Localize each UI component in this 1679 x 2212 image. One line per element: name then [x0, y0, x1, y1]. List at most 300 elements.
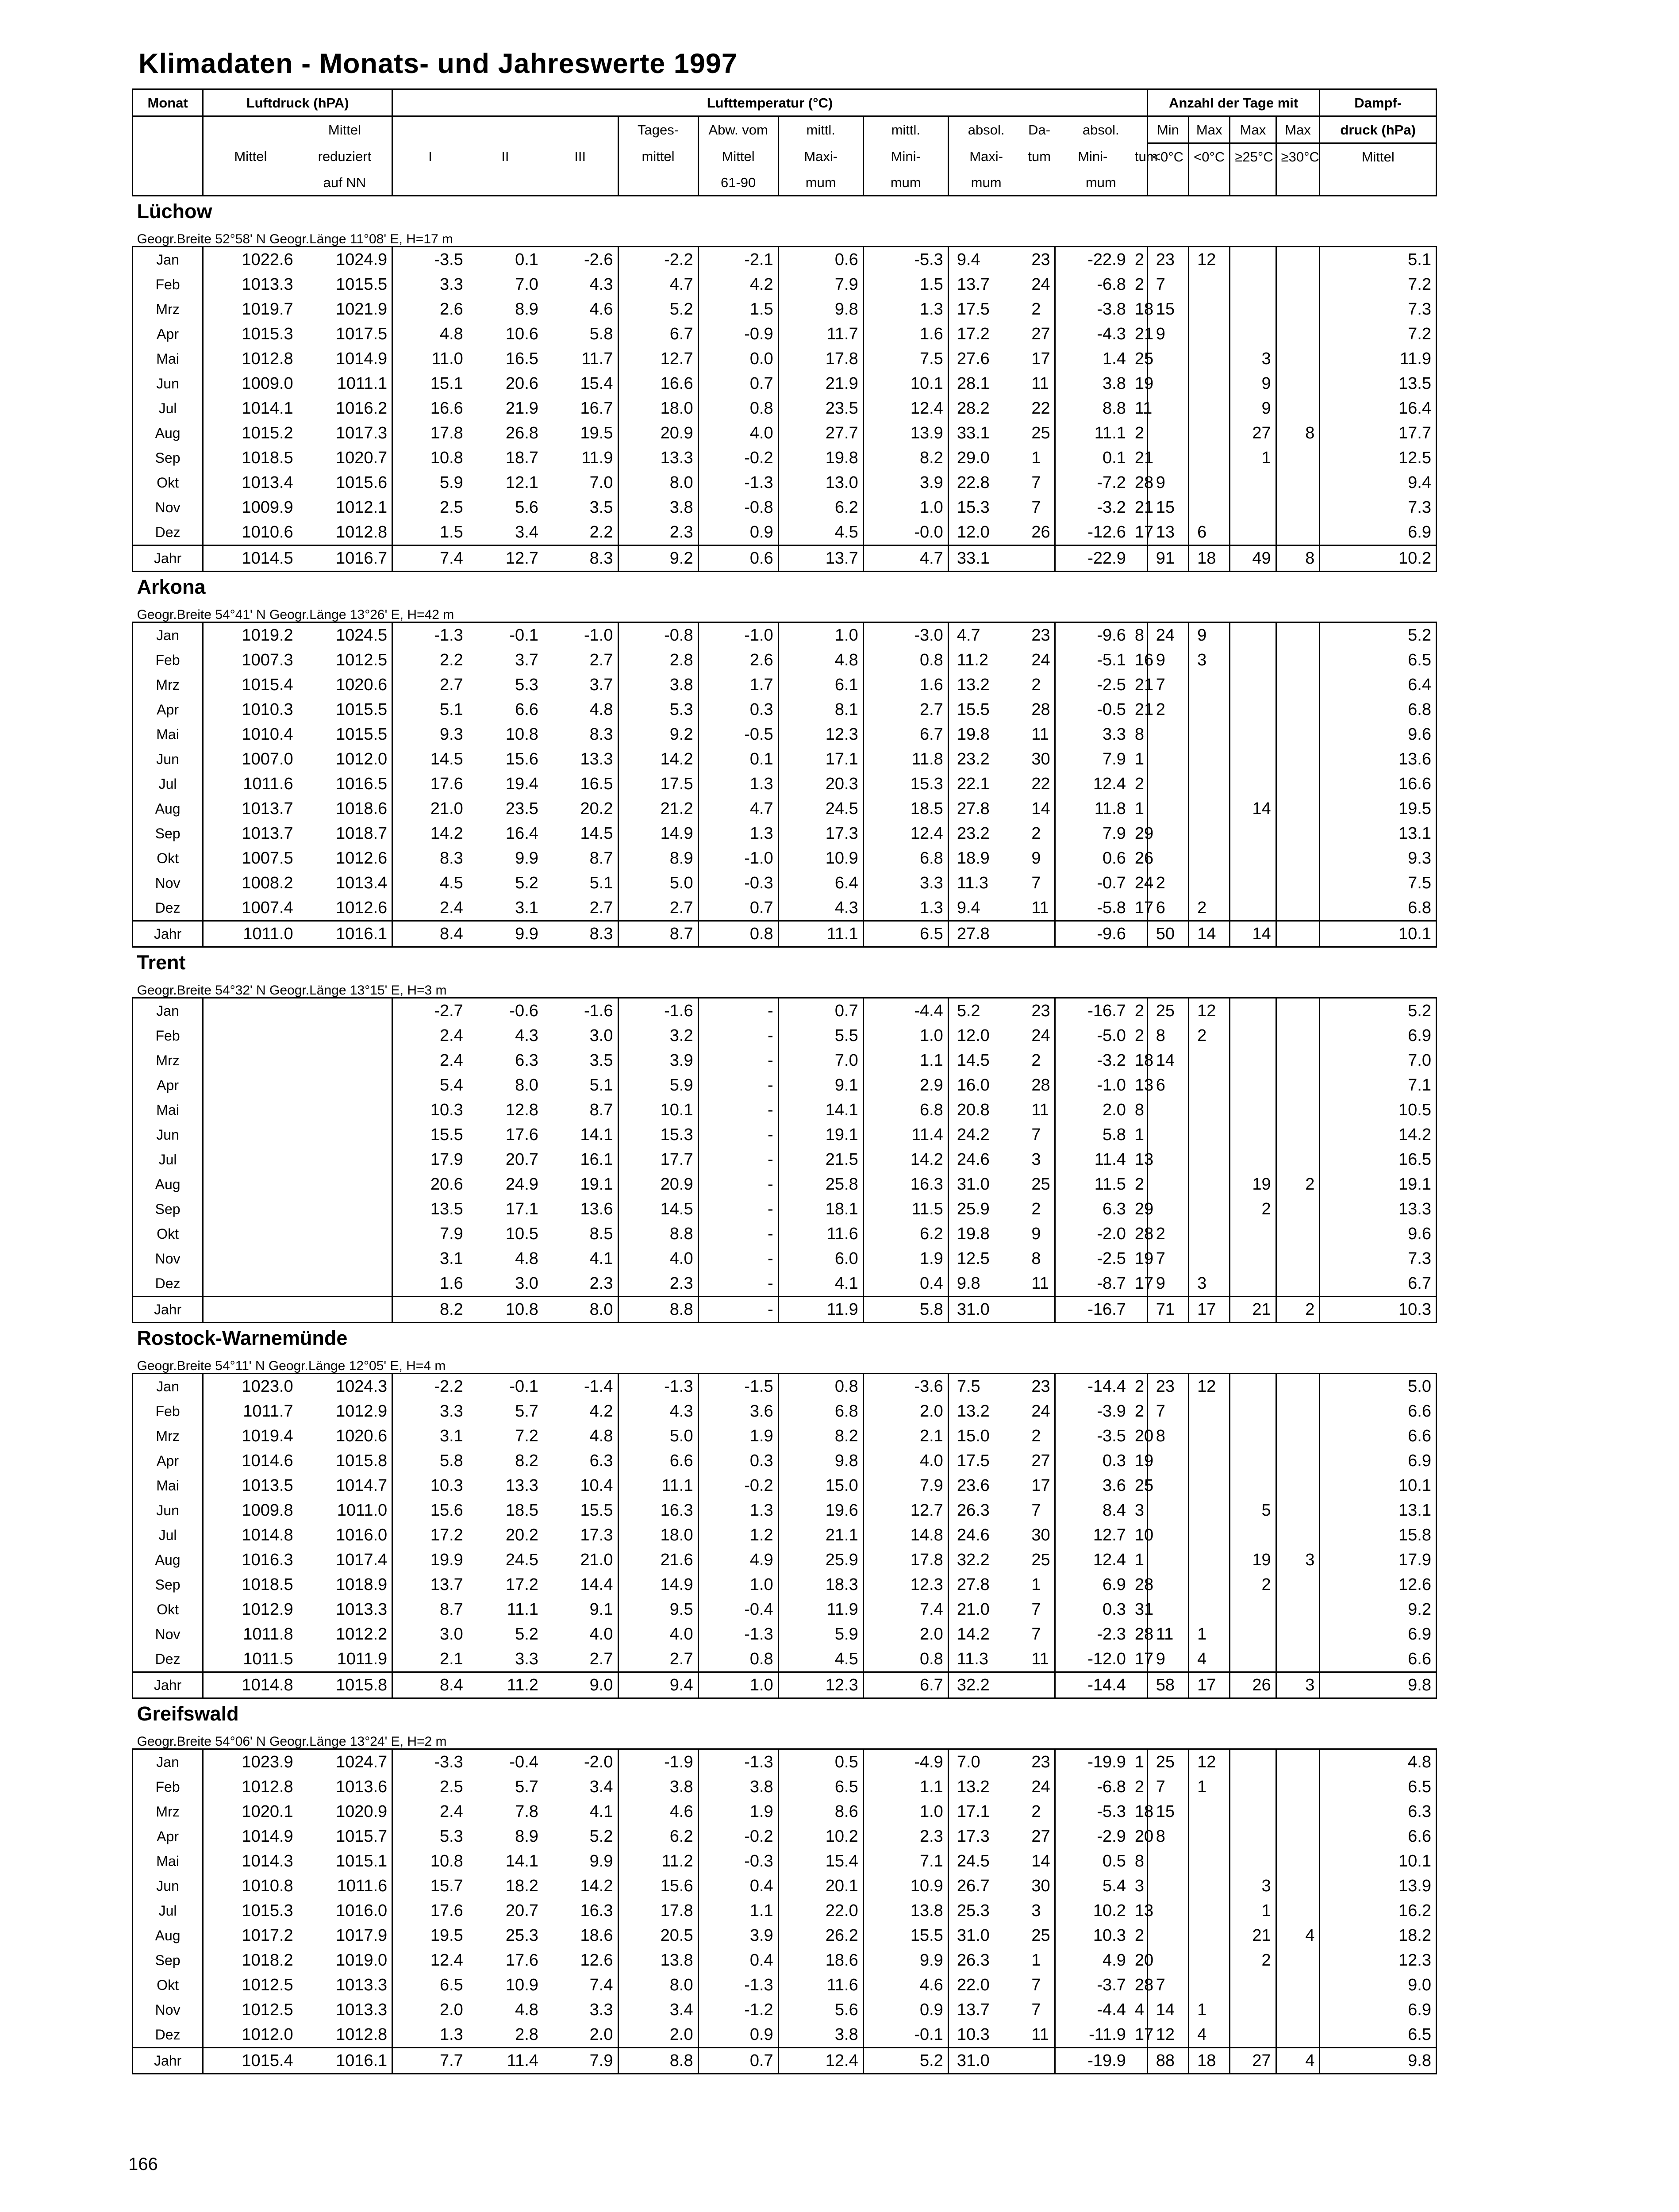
cell-month: Dez: [133, 1647, 203, 1672]
cell-month: Aug: [133, 1548, 203, 1572]
cell-temp-ii: 5.6: [515, 498, 538, 517]
cell-tage-eis: [1189, 495, 1230, 520]
header-absol-mini-1: absol.: [1055, 116, 1148, 143]
cell-tage-eis: 12: [1189, 1374, 1230, 1399]
cell-luftdruck-mittel: 1008.2: [203, 871, 298, 895]
cell-tagesmittel: 2.7: [618, 1647, 698, 1672]
cell-tagesmittel: 20.9: [618, 1172, 698, 1197]
cell-temp-iii: 4.1: [543, 1246, 618, 1271]
cell-tage-sommer: [1230, 1973, 1276, 1997]
cell-absol-min: -9.6: [1055, 622, 1130, 648]
cell-abweichung: -1.5: [698, 1374, 778, 1399]
cell-tage-sommer: [1230, 998, 1276, 1024]
cell-abweichung: 4.7: [698, 796, 778, 821]
cell-tage-heiss: [1276, 1849, 1320, 1874]
cell-datum-min: 26: [1130, 846, 1147, 871]
cell-luftdruck-mittel: 1013.4: [203, 470, 298, 495]
cell-temp-iii: 3.5: [543, 495, 618, 520]
cell-luftdruck-mittel: 1010.3: [203, 697, 298, 722]
cell-month: Sep: [133, 821, 203, 846]
cell-absol-max: 28.2: [948, 396, 1023, 421]
cell-temp-ii: 3.3: [515, 1650, 538, 1668]
cell-absol-min: -12.0: [1055, 1647, 1130, 1672]
cell-temp-iii: 4.3: [543, 272, 618, 297]
cell-temp-ii: 26.8: [505, 424, 538, 442]
cell-luftdruck-nn: [298, 1172, 392, 1197]
cell-luftdruck-nn: 1017.4: [298, 1548, 392, 1572]
cell-absol-max: 32.2: [948, 1548, 1023, 1572]
cell-tage-sommer: 2: [1230, 1948, 1276, 1973]
cell-absol-min: -6.8: [1055, 272, 1130, 297]
table-row: [133, 1023, 1437, 1048]
cell-temp-i: 2.7: [392, 672, 468, 697]
cell-tagesmittel: 11.1: [618, 1473, 698, 1498]
cell-tage-sommer: 1: [1230, 445, 1276, 470]
cell-tage-eis: [1189, 445, 1230, 470]
cell-month: Mrz: [133, 672, 203, 697]
cell-temp-i: 20.6: [392, 1172, 468, 1197]
cell-temp-i: 14.5: [392, 747, 468, 772]
cell-absol-max: 14.5: [948, 1048, 1023, 1073]
cell-temp-i: 5.3: [392, 1824, 468, 1849]
cell-mittl-min: 1.3: [863, 895, 948, 921]
cell-datum-min: 31: [1130, 1597, 1147, 1622]
cell-absol-max: 12.0: [948, 520, 1023, 545]
cell-tage-heiss: [1276, 297, 1320, 322]
cell-absol-min: 11.8: [1055, 796, 1130, 821]
cell-mittl-max: 4.1: [778, 1271, 863, 1297]
cell-mittl-max: 7.0: [778, 1048, 863, 1073]
cell-tagesmittel: 9.4: [618, 1672, 698, 1698]
cell-datum-min: 2: [1130, 772, 1147, 796]
cell-luftdruck-mittel: 1023.9: [203, 1749, 298, 1775]
cell-dampfdruck: 6.6: [1320, 1647, 1437, 1672]
cell-luftdruck-mittel: 1013.5: [203, 1473, 298, 1498]
header-days-ge30: ≥30°C: [1276, 143, 1320, 170]
cell-tage-frost: 6: [1147, 1073, 1188, 1098]
cell-datum-max: 2: [1023, 821, 1055, 846]
cell-temp-ii: 17.2: [505, 1575, 538, 1594]
cell-tage-heiss: [1276, 1523, 1320, 1548]
cell-mittl-max: 25.8: [778, 1172, 863, 1197]
cell-mittl-max: 12.4: [778, 2048, 863, 2074]
cell-absol-max: 15.5: [948, 697, 1023, 722]
cell-datum-max: 14: [1023, 796, 1055, 821]
cell-tage-sommer: 9: [1230, 396, 1276, 421]
cell-luftdruck-mittel: 1019.2: [203, 622, 298, 648]
cell-tage-eis: 12: [1189, 998, 1230, 1024]
cell-mittl-min: 2.0: [863, 1399, 948, 1424]
cell-mittl-min: 4.7: [863, 545, 948, 572]
table-row: [133, 1774, 1437, 1799]
cell-dampfdruck: 16.5: [1320, 1147, 1437, 1172]
station-name: Greifswald: [137, 1702, 239, 1725]
cell-tage-frost: [1147, 1898, 1188, 1923]
cell-tage-heiss: [1276, 520, 1320, 545]
cell-tage-heiss: [1276, 796, 1320, 821]
cell-tage-frost: [1147, 1923, 1188, 1948]
cell-tage-frost: [1147, 445, 1188, 470]
cell-absol-min: 10.3: [1055, 1923, 1130, 1948]
cell-tage-heiss: [1276, 1448, 1320, 1473]
cell-luftdruck-nn: 1012.5: [298, 648, 392, 672]
cell-mittl-min: 13.8: [863, 1898, 948, 1923]
cell-mittl-min: 12.3: [863, 1572, 948, 1597]
cell-temp-iii: 10.4: [543, 1473, 618, 1498]
page-number: 166: [128, 2154, 158, 2174]
cell-mittl-max: 17.3: [778, 821, 863, 846]
cell-absol-min: 12.4: [1055, 1548, 1130, 1572]
station-header: [133, 572, 1437, 622]
cell-temp-i: -3.5: [392, 247, 468, 273]
cell-month: Jun: [133, 1498, 203, 1523]
cell-luftdruck-nn: 1012.8: [298, 520, 392, 545]
cell-datum-max: [1023, 1297, 1055, 1323]
table-row: [133, 346, 1437, 371]
cell-month: Jun: [133, 1122, 203, 1147]
cell-tagesmittel: 13.8: [618, 1948, 698, 1973]
cell-temp-i: 5.8: [392, 1448, 468, 1473]
cell-absol-min: -3.2: [1055, 1048, 1130, 1073]
year-row: [133, 545, 1437, 572]
cell-temp-i: 8.2: [392, 1297, 468, 1323]
cell-datum-max: 23: [1023, 998, 1055, 1024]
cell-tage-frost: 11: [1147, 1622, 1188, 1647]
cell-luftdruck-mittel: 1020.1: [203, 1799, 298, 1824]
cell-tage-heiss: [1276, 1824, 1320, 1849]
cell-tagesmittel: 8.0: [618, 470, 698, 495]
cell-temp-iii: 8.7: [543, 1098, 618, 1122]
cell-dampfdruck: 12.3: [1320, 1948, 1437, 1973]
cell-abweichung: -0.2: [698, 1473, 778, 1498]
cell-tage-frost: 7: [1147, 272, 1188, 297]
cell-temp-iii: 2.2: [543, 520, 618, 545]
cell-abweichung: 0.7: [698, 371, 778, 396]
cell-tage-frost: [1147, 1874, 1188, 1898]
cell-mittl-max: 3.8: [778, 2022, 863, 2048]
cell-tage-frost: 71: [1147, 1297, 1188, 1323]
header-mittl-mini-2: Mini-: [863, 143, 948, 170]
cell-mittl-min: 1.5: [863, 272, 948, 297]
cell-temp-ii: 3.7: [515, 651, 538, 669]
cell-luftdruck-nn: 1016.7: [298, 545, 392, 572]
cell-absol-max: 11.3: [948, 871, 1023, 895]
cell-month: Okt: [133, 1973, 203, 1997]
cell-mittl-max: 18.1: [778, 1197, 863, 1221]
cell-luftdruck-nn: 1015.8: [298, 1672, 392, 1698]
cell-mittl-min: 2.1: [863, 1424, 948, 1448]
cell-tage-sommer: [1230, 1647, 1276, 1672]
cell-datum-max: 27: [1023, 1824, 1055, 1849]
cell-datum-max: 30: [1023, 1523, 1055, 1548]
cell-tage-frost: [1147, 396, 1188, 421]
cell-abweichung: -2.1: [698, 247, 778, 273]
cell-temp-iii: 16.5: [543, 772, 618, 796]
cell-abweichung: -: [698, 1271, 778, 1297]
cell-dampfdruck: 17.7: [1320, 421, 1437, 445]
cell-datum-min: 21: [1130, 495, 1147, 520]
cell-mittl-min: 2.9: [863, 1073, 948, 1098]
cell-dampfdruck: 16.2: [1320, 1898, 1437, 1923]
cell-luftdruck-mittel: [203, 1122, 298, 1147]
cell-temp-i: -3.3: [392, 1749, 468, 1775]
cell-tage-frost: 2: [1147, 871, 1188, 895]
cell-temp-ii: 24.5: [505, 1551, 538, 1569]
cell-abweichung: -: [698, 1246, 778, 1271]
cell-month: Dez: [133, 2022, 203, 2048]
cell-datum-min: 21: [1130, 445, 1147, 470]
header-days-max-b: Max: [1230, 116, 1276, 143]
cell-absol-min: 11.5: [1055, 1172, 1130, 1197]
cell-datum-min: 13: [1130, 1073, 1147, 1098]
cell-mittl-max: 5.6: [778, 1997, 863, 2022]
cell-luftdruck-nn: 1021.9: [298, 297, 392, 322]
cell-tage-sommer: [1230, 1271, 1276, 1297]
cell-tage-heiss: [1276, 1374, 1320, 1399]
cell-tage-frost: 15: [1147, 1799, 1188, 1824]
cell-luftdruck-mittel: 1013.7: [203, 821, 298, 846]
cell-mittl-max: 18.6: [778, 1948, 863, 1973]
table-row: [133, 371, 1437, 396]
cell-tagesmittel: 17.7: [618, 1147, 698, 1172]
table-row: [133, 1221, 1437, 1246]
cell-datum-max: 2: [1023, 672, 1055, 697]
cell-tagesmittel: 9.5: [618, 1597, 698, 1622]
station-name: Lüchow: [137, 200, 212, 223]
cell-datum-max: 9: [1023, 1221, 1055, 1246]
cell-luftdruck-nn: 1016.0: [298, 1523, 392, 1548]
cell-tage-heiss: [1276, 895, 1320, 921]
cell-temp-iii: 3.5: [543, 1048, 618, 1073]
cell-temp-iii: 8.3: [543, 545, 618, 572]
cell-tage-frost: 9: [1147, 470, 1188, 495]
cell-temp-iii: 8.3: [543, 921, 618, 947]
cell-tagesmittel: 16.6: [618, 371, 698, 396]
cell-absol-max: 28.1: [948, 371, 1023, 396]
cell-absol-min: 12.7: [1055, 1523, 1130, 1548]
cell-temp-i: 15.6: [392, 1498, 468, 1523]
cell-temp-i: 3.3: [392, 1399, 468, 1424]
cell-tage-eis: [1189, 697, 1230, 722]
cell-temp-ii: 0.1: [468, 247, 543, 273]
cell-month: Mai: [133, 1473, 203, 1498]
cell-tage-heiss: [1276, 371, 1320, 396]
cell-abweichung: -1.3: [698, 1973, 778, 1997]
cell-mittl-max: 15.0: [778, 1473, 863, 1498]
table-row: [133, 772, 1437, 796]
cell-month: Jahr: [133, 921, 203, 947]
station-name: Rostock-Warnemünde: [137, 1327, 348, 1349]
cell-tagesmittel: 15.3: [618, 1122, 698, 1147]
cell-temp-iii: 2.0: [543, 2022, 618, 2048]
cell-datum-min: 17: [1130, 1647, 1147, 1672]
cell-datum-max: 24: [1023, 1774, 1055, 1799]
table-row: [133, 796, 1437, 821]
cell-luftdruck-mittel: 1012.0: [203, 2022, 298, 2048]
cell-tage-sommer: [1230, 520, 1276, 545]
cell-luftdruck-mittel: 1010.8: [203, 1874, 298, 1898]
cell-luftdruck-nn: 1015.1: [298, 1849, 392, 1874]
cell-temp-i: 1.3: [392, 2022, 468, 2048]
cell-abweichung: 1.3: [698, 1498, 778, 1523]
cell-datum-min: [1130, 1672, 1147, 1698]
cell-luftdruck-nn: 1024.3: [298, 1374, 392, 1399]
cell-dampfdruck: 6.9: [1320, 1448, 1437, 1473]
cell-absol-max: 9.8: [948, 1271, 1023, 1297]
cell-tage-eis: [1189, 672, 1230, 697]
cell-tage-sommer: [1230, 1749, 1276, 1775]
cell-luftdruck-mittel: 1015.2: [203, 421, 298, 445]
cell-tage-heiss: [1276, 1473, 1320, 1498]
cell-luftdruck-nn: 1015.5: [298, 722, 392, 747]
cell-datum-min: 25: [1130, 1473, 1147, 1498]
cell-temp-iii: 15.5: [543, 1498, 618, 1523]
cell-datum-max: 30: [1023, 747, 1055, 772]
cell-tagesmittel: 11.2: [618, 1849, 698, 1874]
cell-tage-heiss: 3: [1276, 1548, 1320, 1572]
cell-datum-min: 1: [1130, 747, 1147, 772]
cell-luftdruck-mittel: 1015.3: [203, 1898, 298, 1923]
table-row: [133, 821, 1437, 846]
cell-dampfdruck: 7.3: [1320, 1246, 1437, 1271]
table-row: [133, 470, 1437, 495]
cell-tagesmittel: 9.2: [618, 722, 698, 747]
table-row: [133, 2022, 1437, 2048]
cell-datum-min: 20: [1130, 1424, 1147, 1448]
cell-abweichung: 1.7: [698, 672, 778, 697]
cell-temp-iii: 12.6: [543, 1948, 618, 1973]
header-mittel: Mittel: [203, 143, 298, 170]
cell-absol-min: -3.8: [1055, 297, 1130, 322]
cell-temp-ii: -0.1: [468, 622, 543, 648]
cell-tagesmittel: 2.7: [618, 895, 698, 921]
cell-mittl-min: 10.9: [863, 1874, 948, 1898]
cell-luftdruck-nn: 1012.1: [298, 495, 392, 520]
cell-mittl-min: 3.9: [863, 470, 948, 495]
cell-dampfdruck: 6.5: [1320, 1774, 1437, 1799]
cell-abweichung: -: [698, 998, 778, 1024]
cell-temp-i: 3.0: [392, 1622, 468, 1647]
cell-luftdruck-nn: 1012.6: [298, 846, 392, 871]
cell-mittl-min: 13.9: [863, 421, 948, 445]
year-row: [133, 921, 1437, 947]
cell-absol-min: -16.7: [1055, 998, 1130, 1024]
cell-luftdruck-nn: 1012.6: [298, 895, 392, 921]
cell-tage-frost: [1147, 1098, 1188, 1122]
cell-dampfdruck: 10.1: [1320, 1849, 1437, 1874]
station-data: [133, 998, 1437, 1323]
cell-absol-max: 26.7: [948, 1874, 1023, 1898]
cell-dampfdruck: 10.5: [1320, 1098, 1437, 1122]
cell-tage-frost: 9: [1147, 1647, 1188, 1672]
cell-tage-sommer: 14: [1230, 921, 1276, 947]
cell-absol-min: -0.7: [1055, 871, 1130, 895]
cell-abweichung: 1.5: [698, 297, 778, 322]
table-row: [133, 1147, 1437, 1172]
cell-datum-min: 2: [1130, 1172, 1147, 1197]
cell-temp-i: 10.8: [392, 1849, 468, 1874]
table-row: [133, 697, 1437, 722]
cell-absol-max: 13.2: [948, 1774, 1023, 1799]
cell-month: Jan: [133, 622, 203, 648]
header-tages-1: Tages-: [618, 116, 698, 143]
cell-tage-sommer: 3: [1230, 346, 1276, 371]
cell-abweichung: 3.8: [698, 1774, 778, 1799]
cell-mittl-min: 1.1: [863, 1774, 948, 1799]
header-days-lt0-b: <0°C: [1189, 143, 1230, 170]
cell-tage-eis: 4: [1189, 2022, 1230, 2048]
cell-datum-max: 2: [1023, 1197, 1055, 1221]
cell-mittl-min: 4.6: [863, 1973, 948, 1997]
cell-tage-heiss: [1276, 1197, 1320, 1221]
cell-dampfdruck: 15.8: [1320, 1523, 1437, 1548]
cell-luftdruck-nn: 1015.5: [298, 697, 392, 722]
cell-temp-i: 15.1: [392, 371, 468, 396]
table-row: [133, 1498, 1437, 1523]
cell-mittl-max: 18.3: [778, 1572, 863, 1597]
cell-absol-min: -3.2: [1055, 495, 1130, 520]
cell-absol-max: 7.0: [948, 1749, 1023, 1775]
cell-absol-min: 10.2: [1055, 1898, 1130, 1923]
cell-datum-max: 7: [1023, 1997, 1055, 2022]
cell-temp-i: 17.2: [392, 1523, 468, 1548]
cell-temp-ii: 4.3: [515, 1026, 538, 1045]
cell-tagesmittel: 18.0: [618, 1523, 698, 1548]
cell-tage-heiss: [1276, 1749, 1320, 1775]
table-row: [133, 1799, 1437, 1824]
cell-temp-i: -1.3: [392, 622, 468, 648]
cell-luftdruck-mittel: [203, 1023, 298, 1048]
cell-datum-min: 1: [1130, 1749, 1147, 1775]
cell-luftdruck-nn: 1015.8: [298, 1448, 392, 1473]
cell-tage-heiss: [1276, 821, 1320, 846]
cell-tage-heiss: [1276, 672, 1320, 697]
cell-datum-min: [1130, 921, 1147, 947]
cell-tage-frost: 9: [1147, 1271, 1188, 1297]
cell-absol-min: -14.4: [1055, 1374, 1130, 1399]
cell-absol-max: 22.1: [948, 772, 1023, 796]
cell-datum-max: 11: [1023, 1098, 1055, 1122]
cell-absol-min: -6.8: [1055, 1774, 1130, 1799]
cell-tage-eis: [1189, 1572, 1230, 1597]
cell-datum-max: 23: [1023, 622, 1055, 648]
cell-datum-max: 1: [1023, 445, 1055, 470]
cell-luftdruck-nn: 1014.9: [298, 346, 392, 371]
cell-datum-min: 28: [1130, 470, 1147, 495]
cell-temp-ii: 2.8: [515, 2025, 538, 2044]
table-row: [133, 1647, 1437, 1672]
cell-datum-max: 7: [1023, 495, 1055, 520]
table-row: [133, 1973, 1437, 1997]
cell-datum-max: 11: [1023, 2022, 1055, 2048]
cell-abweichung: -1.0: [698, 622, 778, 648]
cell-datum-min: 11: [1130, 396, 1147, 421]
cell-tage-eis: 1: [1189, 1997, 1230, 2022]
cell-tage-sommer: [1230, 1622, 1276, 1647]
cell-absol-max: 23.2: [948, 747, 1023, 772]
cell-luftdruck-nn: 1012.8: [298, 2022, 392, 2048]
cell-dampfdruck: 9.3: [1320, 846, 1437, 871]
cell-absol-max: 13.7: [948, 1997, 1023, 2022]
cell-temp-i: 4.8: [392, 322, 468, 346]
cell-absol-max: 24.6: [948, 1523, 1023, 1548]
cell-temp-ii: 10.8: [468, 1297, 543, 1323]
cell-tage-sommer: [1230, 846, 1276, 871]
cell-tage-heiss: 2: [1276, 1297, 1320, 1323]
cell-tage-sommer: [1230, 1597, 1276, 1622]
cell-tage-eis: [1189, 1923, 1230, 1948]
cell-datum-min: 20: [1130, 1824, 1147, 1849]
